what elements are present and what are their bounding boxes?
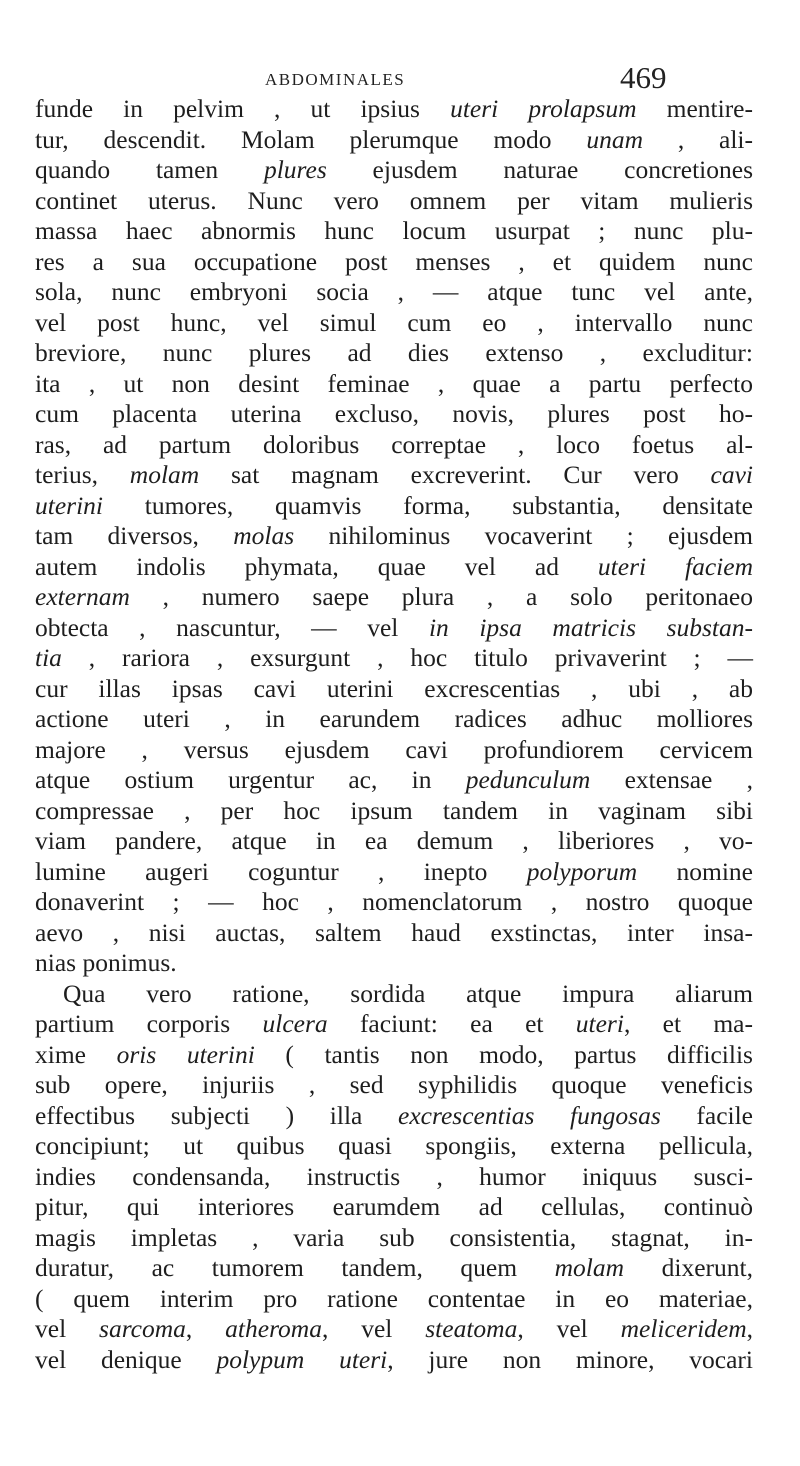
text-line: funde in pelvim , ut ipsius uteri prolapsum mentire- [35,94,753,123]
text-line: pitur, qui interiores earumdem ad cellulas, continuò [35,1192,753,1221]
text-line: vel sarcoma, atheroma, vel steatoma, vel meliceridem, [35,1314,754,1343]
text-line: lumine augeri coguntur , inepto polyporum nomine [35,856,753,886]
text-line: vel post hunc, vel simul cum eo , intervallo nunc [35,307,753,337]
text-line: effectibus subjecti ) illa excrescentias fungosas facile [35,1100,754,1130]
text-line: compressae , per hoc ipsum tandem in vaginam sibi [35,795,753,825]
text-line: partium corporis ulcera faciunt: ea et uteri, et ma- [35,1009,753,1038]
text-line: ita , ut non desint feminae , quae a partu perfecto [35,368,753,398]
text-line: quando tamen plures ejusdem naturae concretiones [35,155,753,184]
text-line: duratur, ac tumorem tandem, quem molam dixerunt, [35,1253,753,1282]
text-line: tia , rariora , exsurgunt , hoc titulo privaverint ; — [35,643,753,672]
text-line: breviore, nunc plures ad dies extenso , excluditur: [35,338,753,367]
text-line: majore , versus ejusdem cavi profundiorem cervicem [35,734,753,764]
text-line: ( quem interim pro ratione contentae in eo materiae, [35,1283,753,1313]
text-line: autem indolis phymata, quae vel ad uteri faciem [35,551,753,581]
text-line: tur, descendit. Molam plerumque modo unam , ali- [35,124,753,154]
text-line: aevo , nisi auctas, saltem haud exstinctas, inter insa- [35,917,753,947]
text-line: uterini tumores, quamvis forma, substantia, densitate [35,490,753,520]
text-line: vel denique polypum uteri, jure non minore, vocari [35,1344,754,1374]
text-line: concipiunt; ut quibus quasi spongiis, externa pellicula, [35,1131,753,1160]
text-line: sub opere, injuriis , sed syphilidis quoque veneficis [35,1070,753,1099]
text-line: ras, ad partum doloribus correptae , loco foetus al- [35,429,753,459]
body-text [35,94,753,1375]
text-line: massa haec abnormis hunc locum usurpat ; nunc plu- [35,216,753,245]
text-line: Qua vero ratione, sordida atque impura aliarum [63,978,753,1008]
text-line: cur illas ipsas cavi uterini excrescentias , ubi , ab [35,673,753,703]
text-line: nias ponimus. [35,948,177,977]
text-line: externam , numero saepe plura , a solo peritonaeo [35,582,753,611]
text-line: atque ostium urgentur ac, in pedunculum extensae , [35,765,754,794]
text-line: tam diversos, molas nihilominus vocaverint ; ejusdem [35,521,753,550]
text-line: cum placenta uterina excluso, novis, plures post ho- [35,399,753,428]
text-line: sola, nunc embryoni socia , — atque tunc vel ante, [35,277,753,306]
page-number: 469 [620,60,667,95]
text-line: magis impletas , varia sub consistentia, stagnat, in- [35,1222,753,1252]
text-line: xime oris uterini ( tantis non modo, partus difficilis [35,1039,753,1069]
running-head: ABDOMINALES [265,70,406,89]
text-line: res a sua occupatione post menses , et quidem nunc [35,246,753,276]
text-line: obtecta , nascuntur, — vel in ipsa matricis substan- [35,612,753,642]
text-line: terius, molam sat magnam excreverint. Cur vero cavi [35,460,753,489]
text-line: viam pandere, atque in ea demum , liberiores , vo- [35,826,753,855]
text-line: donaverint ; — hoc , nomenclatorum , nostro quoque [35,887,753,916]
text-line: indies condensanda, instructis , humor iniquus susci- [35,1161,753,1191]
text-line: actione uteri , in earundem radices adhuc molliores [35,704,753,733]
text-line: continet uterus. Nunc vero omnem per vitam mulieris [35,185,753,215]
